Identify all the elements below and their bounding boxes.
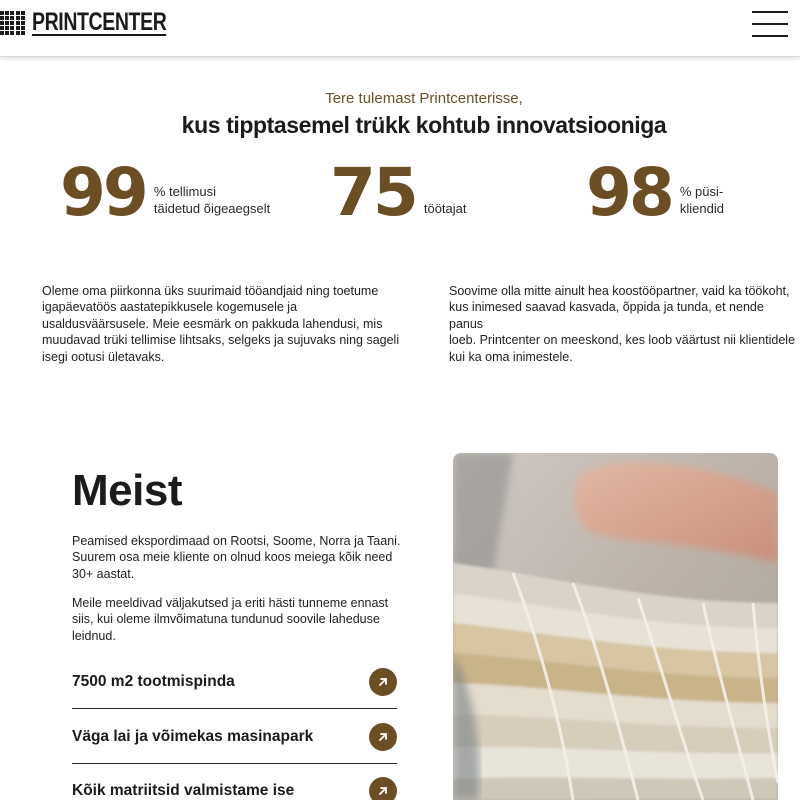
intro-paragraph-left: Oleme oma piirkonna üks suurimaid tööandjaid ning toetume igapäevatöös aastatepikkusele kogemusele ja usaldusväärsusele. Meie eesmärk on pakkuda lahendusi, mis muudavad trüki tellimise lihtsaks, selgeks ja sujuvaks ning sageli isegi ootusi ületavaks.	[42, 284, 400, 364]
feature-label: Kõik matriitsid valmistame ise	[72, 781, 295, 799]
logo-text: PRINTCENTER	[32, 8, 167, 36]
feature-dies[interactable]	[72, 763, 397, 800]
stat-label: % tellimusi täidetud õigeaegselt	[153, 184, 271, 216]
logo-grid-icon	[0, 11, 26, 36]
feature-label: 7500 m2 tootmispinda	[72, 672, 235, 690]
stat-label: % püsi- kliendid	[679, 184, 724, 216]
stat-value: 98	[586, 154, 672, 231]
stat-loyal-clients	[586, 154, 724, 231]
feature-label: Väga lai ja võimekas masinapark	[72, 727, 314, 745]
intro-paragraph-right: Soovime olla mitte ainult hea koostööpartner, vaid ka töökoht, kus inimesed saavad kasvada, õppida ja tunda, et nende panus loeb. Printcenter on meeskond, kes loob väärtust nii klientidele kui ka oma inimestele.	[449, 284, 796, 364]
hamburger-menu-icon[interactable]	[752, 11, 788, 37]
welcome-text: Tere tulemast Printcenterisse,	[325, 90, 523, 107]
site-header	[0, 0, 800, 57]
color-swatch-photo	[453, 453, 778, 800]
feature-production-area[interactable]	[72, 654, 397, 709]
stat-on-time	[60, 154, 271, 231]
meist-paragraph-challenges: Meile meeldivad väljakutsed ja eriti hästi tunneme ennast siis, kui oleme ilmvõimatuna tundunud soovile laheduse leidnud.	[72, 596, 389, 643]
page-headline: kus tipptasemel trükk kohtub innovatsiooniga	[181, 112, 667, 138]
stat-value: 75	[330, 154, 416, 231]
arrow-up-right-icon[interactable]	[369, 777, 397, 800]
arrow-up-right-icon[interactable]	[369, 668, 397, 696]
stat-value: 99	[60, 154, 146, 231]
section-title-meist: Meist	[72, 466, 182, 515]
logo[interactable]	[0, 9, 204, 37]
stat-employees	[330, 154, 467, 231]
arrow-up-right-icon[interactable]	[369, 723, 397, 751]
feature-machinery[interactable]	[72, 709, 397, 764]
meist-paragraph-export: Peamised ekspordimaad on Rootsi, Soome, Norra ja Taani. Suurem osa meie kliente on olnud koos meiega kõik need 30+ aastat.	[72, 534, 401, 581]
stat-label: töötajat	[423, 200, 467, 216]
